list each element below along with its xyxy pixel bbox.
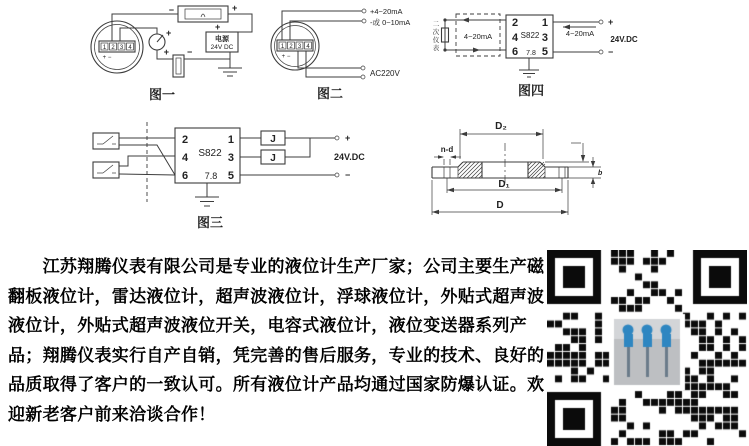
ac-supply-label: AC220V [370, 69, 400, 78]
intro-line-6: 迎新老客户前来洽谈合作！ [8, 404, 216, 424]
device-char: 表 [432, 45, 440, 52]
pin-label: 6 [512, 46, 519, 58]
polarity-marks: + − [102, 55, 112, 61]
figure-4-wiring-diagram [428, 0, 658, 102]
device-char: 二 [432, 21, 440, 28]
supply-label: 24V.DC [334, 152, 365, 162]
chip-model: S822 [198, 148, 222, 159]
figure-caption: 图二 [316, 86, 344, 101]
dimension-d: D [496, 200, 504, 211]
terminal-dot [362, 9, 366, 13]
figure-1-wiring-diagram [82, 2, 262, 108]
terminal-label: 3 [297, 44, 302, 50]
pin-label: 4 [512, 32, 519, 44]
output-current-label: 4~20mA [565, 29, 595, 38]
intro-line-3: 液位计，外贴式超声波液位开关，电容式液位计，液位变送器系列产 [8, 316, 527, 336]
minus-mark: − [168, 5, 174, 15]
pin-label: 7.8 [204, 171, 218, 181]
terminal-dot [335, 173, 339, 177]
plus-mark: + [232, 3, 238, 13]
pin-label: 6 [182, 170, 189, 182]
plus-mark: + [163, 47, 169, 57]
polarity-marks: + − [281, 54, 291, 60]
intro-line-5: 品质取得了客户的一致认可。所有液位计产品均通过国家防爆认证。欢 [8, 375, 545, 395]
minus-mark: − [187, 47, 193, 57]
relay-label: J [270, 153, 276, 164]
intro-line-4: 品；翔腾仪表实行自产自销，凭完善的售后服务，专业的技术、良好的 [8, 345, 545, 365]
terminal-dot [599, 50, 603, 54]
dimension-nd: n-d [440, 145, 454, 154]
terminal-dot [361, 75, 365, 79]
terminal-label: 1 [102, 45, 107, 51]
ground-symbol [519, 70, 539, 77]
plus-mark: + [608, 17, 614, 27]
terminal-label: 2 [111, 45, 115, 51]
minus-mark: − [345, 170, 351, 180]
company-intro-paragraph [8, 252, 548, 430]
terminal-label: 4 [306, 44, 310, 50]
ground-symbol [195, 197, 219, 206]
terminal-label: 2 [289, 44, 293, 50]
chip-model: S822 [520, 31, 540, 40]
terminal-dot [335, 136, 339, 140]
terminal-dot [362, 19, 366, 23]
minus-mark: − [608, 47, 614, 57]
ground-symbol [218, 68, 242, 76]
terminal-label: 4 [128, 45, 132, 51]
pin-label: 1 [541, 17, 548, 29]
relay-label: J [270, 134, 276, 145]
figure-3-wiring-diagram [85, 116, 375, 238]
level-switch-2 [93, 162, 119, 178]
figure-caption: 图一 [148, 87, 176, 102]
pin-label: 5 [541, 46, 548, 58]
secondary-instrument [433, 18, 449, 52]
power-supply-label: 电源 [215, 36, 229, 43]
plus-mark: + [166, 28, 172, 38]
supply-label: 24V.DC [610, 35, 638, 44]
figure-caption: 图四 [517, 83, 545, 98]
pin-label: 7.8 [526, 50, 536, 57]
dimension-d1: D₁ [498, 179, 510, 190]
wechat-qr-code [547, 250, 747, 446]
terminal-label: 3 [119, 45, 124, 51]
dimension-d2: D₂ [495, 121, 507, 132]
intro-line-2: 翻板液位计，雷达液位计，超声波液位计，浮球液位计，外贴式超声波 [8, 286, 545, 306]
plus-mark: + [215, 22, 221, 32]
pin-label: 3 [227, 152, 234, 164]
flange-dimension-drawing [423, 113, 623, 233]
pin-label: 3 [541, 32, 548, 44]
device-char: 仪 [432, 37, 440, 44]
power-supply-voltage: 24V DC [210, 44, 234, 51]
device-char: 次 [432, 29, 440, 36]
current-output-label: +4~20mA [370, 7, 403, 16]
figure-2-wiring-diagram [256, 2, 446, 108]
pin-label: 4 [182, 152, 189, 164]
alt-output-label: -或 0~10mA [370, 18, 411, 27]
pin-label: 1 [227, 134, 234, 146]
dimension-b: b [598, 170, 603, 177]
pin-label: 2 [512, 17, 519, 29]
figure-caption: 图三 [196, 215, 224, 230]
pin-label: 2 [182, 134, 189, 146]
pin-label: 5 [227, 170, 234, 182]
terminal-label: 1 [280, 44, 285, 50]
plus-mark: + [345, 133, 351, 143]
level-switch-1 [93, 133, 119, 149]
loop-current-label: 4~20mA [463, 32, 493, 41]
terminal-dot [361, 66, 365, 70]
terminal-dot [599, 20, 603, 24]
intro-line-1: 江苏翔腾仪表有限公司是专业的液位计生产厂家；公司主要生产磁 [8, 257, 545, 276]
